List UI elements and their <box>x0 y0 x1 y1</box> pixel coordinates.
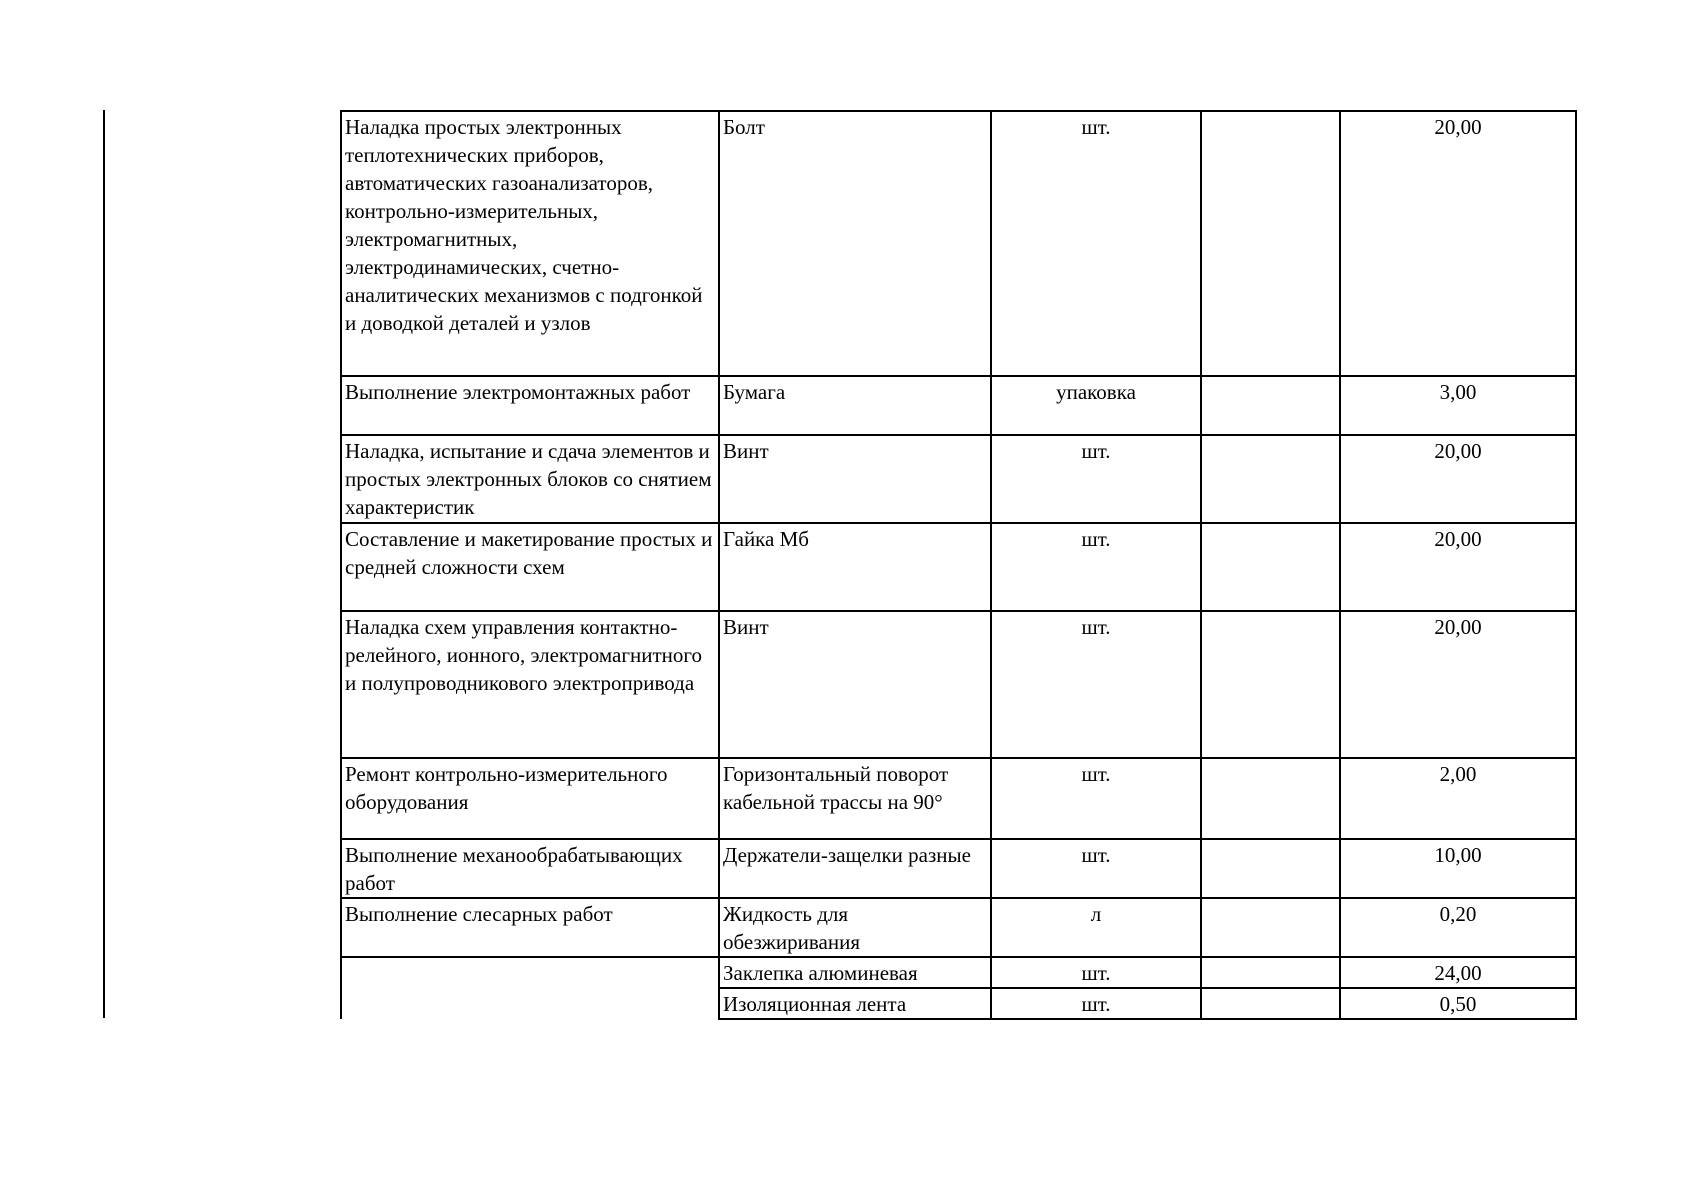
extra-cell <box>1201 898 1340 957</box>
unit-cell: шт. <box>991 758 1201 839</box>
quantity-cell: 3,00 <box>1340 376 1576 435</box>
material-cell: Изоляционная лента <box>719 988 991 1019</box>
quantity-cell: 0,50 <box>1340 988 1576 1019</box>
material-cell: Винт <box>719 611 991 758</box>
material-cell: Держатели-защелки разные <box>719 839 991 898</box>
material-cell: Болт <box>719 111 991 376</box>
extra-cell <box>1201 758 1340 839</box>
material-cell: Заклепка алюминевая <box>719 957 991 988</box>
extra-cell <box>1201 611 1340 758</box>
quantity-cell: 0,20 <box>1340 898 1576 957</box>
table-row <box>341 376 1576 435</box>
quantity-cell: 24,00 <box>1340 957 1576 988</box>
work-cell <box>341 957 719 988</box>
material-cell: Винт <box>719 435 991 523</box>
work-cell: Составление и макетирование простых и средней сложности схем <box>341 523 719 611</box>
work-cell: Выполнение механообрабатывающих работ <box>341 839 719 898</box>
extra-cell <box>1201 111 1340 376</box>
table-row <box>341 839 1576 898</box>
table-row <box>341 611 1576 758</box>
work-cell <box>341 988 719 1019</box>
material-cell: Горизонтальный поворот кабельной трассы на 90° <box>719 758 991 839</box>
quantity-cell: 20,00 <box>1340 523 1576 611</box>
table-row <box>341 988 1576 1019</box>
work-cell: Наладка простых электронных теплотехнических приборов, автоматических газоанализаторов, контрольно-измерительных, электромагнитных, электродинамических, счетно-аналитических механизмов с подгонкой и доводкой деталей и узлов <box>341 111 719 376</box>
quantity-cell: 20,00 <box>1340 435 1576 523</box>
material-cell: Жидкость для обезжиривания <box>719 898 991 957</box>
work-cell: Выполнение слесарных работ <box>341 898 719 957</box>
table-row <box>341 111 1576 376</box>
unit-cell: шт. <box>991 988 1201 1019</box>
quantity-cell: 20,00 <box>1340 111 1576 376</box>
unit-cell: шт. <box>991 523 1201 611</box>
table-row <box>341 523 1576 611</box>
table-row <box>341 957 1576 988</box>
unit-cell: упаковка <box>991 376 1201 435</box>
table-row <box>341 435 1576 523</box>
unit-cell: л <box>991 898 1201 957</box>
quantity-cell: 2,00 <box>1340 758 1576 839</box>
work-cell: Наладка, испытание и сдача элементов и простых электронных блоков со снятием характеристик <box>341 435 719 523</box>
extra-cell <box>1201 435 1340 523</box>
work-cell: Выполнение электромонтажных работ <box>341 376 719 435</box>
quantity-cell: 10,00 <box>1340 839 1576 898</box>
unit-cell: шт. <box>991 111 1201 376</box>
unit-cell: шт. <box>991 435 1201 523</box>
extra-cell <box>1201 988 1340 1019</box>
unit-cell: шт. <box>991 839 1201 898</box>
table-row <box>341 898 1576 957</box>
material-cell: Гайка Мб <box>719 523 991 611</box>
left-margin-rule <box>103 110 105 1018</box>
quantity-cell: 20,00 <box>1340 611 1576 758</box>
unit-cell: шт. <box>991 611 1201 758</box>
extra-cell <box>1201 839 1340 898</box>
work-cell: Ремонт контрольно-измерительного оборудования <box>341 758 719 839</box>
materials-table <box>340 110 1577 1020</box>
table-row <box>341 758 1576 839</box>
unit-cell: шт. <box>991 957 1201 988</box>
work-cell: Наладка схем управления контактно-релейного, ионного, электромагнитного и полупроводникового электропривода <box>341 611 719 758</box>
material-cell: Бумага <box>719 376 991 435</box>
extra-cell <box>1201 957 1340 988</box>
extra-cell <box>1201 376 1340 435</box>
extra-cell <box>1201 523 1340 611</box>
